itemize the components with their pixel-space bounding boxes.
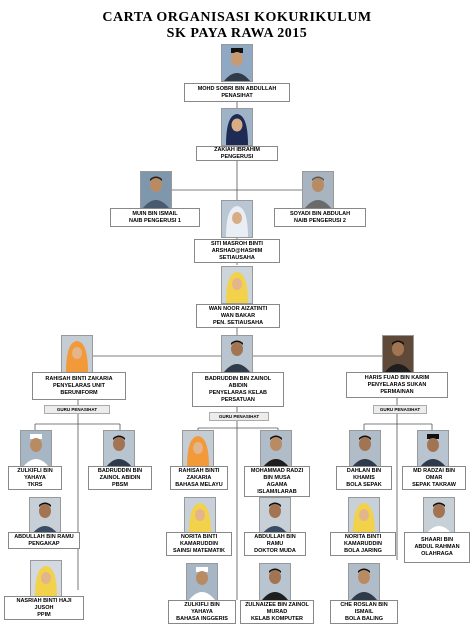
- chart-title-line1: CARTA ORGANISASI KOKURIKULUM: [102, 10, 372, 25]
- agama-l3: AGAMA: [266, 481, 288, 488]
- kelab-persatuan-l1: BADRUDDIN BIN ZAINOL: [204, 375, 272, 382]
- tkrs-l3: TKRS: [27, 481, 43, 488]
- sukan-permainan-l3: PERMAINAN: [380, 388, 414, 395]
- bola-jaring-l3: BOLA JARING: [344, 547, 382, 554]
- naib2-role: NAIB PENGERUSI 2: [294, 217, 346, 224]
- kelab-komputer-box: [240, 600, 314, 624]
- setiausaha-name1: SITI MASROH BINTI: [211, 240, 263, 247]
- sains-l2: KAMARUDDIN: [180, 540, 218, 547]
- doktor-muda-l3: DOKTOR MUDA: [254, 547, 296, 554]
- kelab-persatuan-l3: PENYELARAS KELAB: [208, 389, 268, 396]
- bahasa-inggeris-l1: ZULKIFLI BIN: [184, 601, 220, 608]
- penasihat-role: PENASIHAT: [221, 92, 253, 99]
- ppim-photo: [30, 560, 62, 598]
- setiausaha-name2: ARSHAD@HASHIM: [211, 247, 263, 254]
- pen-setiausaha-role: PEN. SETIAUSAHA: [212, 319, 264, 326]
- bahasa-inggeris-photo: [186, 563, 218, 601]
- doktor-muda-l2: RAMU: [266, 540, 284, 547]
- bahasa-inggeris-box: [168, 600, 236, 624]
- sukan-permainan-photo: [382, 335, 414, 373]
- unit-beruniform-box: [32, 372, 126, 400]
- doktor-muda-l1: ABDULLAH BIN: [254, 533, 296, 540]
- pen-setiausaha-photo: [221, 266, 253, 304]
- pengerusi-role: PENGERUSI: [220, 153, 254, 160]
- bola-sepak-l1: DAHLAN BIN: [346, 467, 382, 474]
- kelab-persatuan-photo: [221, 335, 253, 373]
- pengakap-l2: PENGAKAP: [28, 540, 60, 547]
- olahraga-photo: [423, 497, 455, 535]
- sukan-permainan-l2: PENYELARAS SUKAN: [367, 381, 427, 388]
- pbsm-box: [88, 466, 152, 490]
- bola-sepak-l2: KHAMIS: [353, 474, 375, 481]
- kelab-komputer-l3: KELAB KOMPUTER: [251, 615, 303, 622]
- kelab-persatuan-box: [192, 372, 284, 407]
- olahraga-l1: SHAARI BIN: [420, 537, 454, 543]
- bola-baling-photo: [348, 563, 380, 601]
- setiausaha-role: SETIAUSAHA: [219, 254, 255, 261]
- doktor-muda-box: [244, 532, 306, 556]
- naib2-photo: [302, 171, 334, 209]
- bola-baling-l1: CHE ROSLAN BIN: [340, 601, 388, 608]
- pengerusi-box: [196, 146, 278, 161]
- sepak-takraw-l2: OMAR: [425, 474, 443, 481]
- ppim-l2: JUSOH: [34, 604, 54, 611]
- penasihat-box: [184, 83, 290, 102]
- unit-beruniform-l1: RAHISAH BINTI ZAKARIA: [45, 375, 113, 382]
- bahasa-melayu-l3: BAHASA MELAYU: [175, 481, 223, 488]
- olahraga-l2: ABDUL RAHMAN: [414, 544, 460, 550]
- sains-l1: NORITA BINTI: [180, 533, 218, 540]
- setiausaha-box: [194, 239, 280, 263]
- kelab-komputer-l2: MURAD: [266, 608, 288, 615]
- bahasa-melayu-l2: ZAKARIA: [186, 474, 212, 481]
- guru-penasihat-tag-right: GURU PENASIHAT: [373, 405, 427, 414]
- agama-l1: MOHAMMAD RADZI: [250, 467, 304, 474]
- naib2-box: [274, 208, 366, 227]
- bola-baling-l3: BOLA BALING: [345, 615, 383, 622]
- tkrs-l2: YAHAYA: [24, 474, 46, 481]
- agama-l2: BIN MUSA: [263, 474, 291, 481]
- penasihat-name: MOHD SOBRI BIN ABDULLAH: [197, 85, 277, 92]
- pen-setiausaha-name1: WAN NOOR AIZATINTI: [208, 305, 268, 312]
- ppim-l1: NASRIAH BINTI HAJI: [16, 597, 72, 604]
- bahasa-melayu-l1: RAHISAH BINTI: [178, 467, 220, 474]
- bola-baling-box: [330, 600, 398, 624]
- bahasa-melayu-box: [170, 466, 228, 490]
- naib1-box: [110, 208, 200, 227]
- pen-setiausaha-name2: WAN BAKAR: [220, 312, 256, 319]
- guru-penasihat-tag-center: GURU PENASIHAT: [209, 412, 269, 421]
- olahraga-l3: OLAHRAGA: [421, 551, 453, 557]
- ppim-l3: PPIM: [37, 611, 51, 618]
- naib2-name: SOYADI BIN ABDULAH: [289, 210, 351, 217]
- pbsm-l3: PBSM: [112, 481, 128, 488]
- setiausaha-photo: [221, 200, 253, 238]
- sepak-takraw-photo: [417, 430, 449, 468]
- bola-jaring-l1: NORITA BINTI: [344, 533, 382, 540]
- bola-sepak-box: [336, 466, 392, 490]
- kelab-komputer-l1: ZULNAIZEE BIN ZAINOL: [245, 601, 309, 608]
- pengakap-box: [8, 532, 80, 549]
- pbsm-l1: BADRUDDIN BIN: [97, 467, 143, 474]
- bola-jaring-box: [330, 532, 396, 556]
- sains-box: [166, 532, 232, 556]
- naib1-photo: [140, 171, 172, 209]
- pen-setiausaha-box: [196, 304, 280, 328]
- sukan-permainan-box: [346, 372, 448, 398]
- bola-baling-l2: ISMAIL: [354, 608, 374, 615]
- ppim-box: [4, 596, 84, 620]
- doktor-muda-photo: [259, 497, 291, 535]
- pengerusi-photo: [221, 108, 253, 146]
- sepak-takraw-l3: SEPAK TAKRAW: [412, 481, 456, 488]
- tkrs-box: [8, 466, 62, 490]
- naib1-role: NAIB PENGERUSI 1: [129, 217, 181, 224]
- kelab-persatuan-l2: ABIDIN: [228, 382, 248, 389]
- sukan-permainan-l1: HARIS FUAD BIN KARIM: [364, 374, 430, 381]
- tkrs-photo: [20, 430, 52, 468]
- bahasa-inggeris-l2: YAHAYA: [191, 608, 213, 615]
- unit-beruniform-l3: BERUNIFORM: [60, 389, 98, 396]
- pengakap-photo: [29, 497, 61, 535]
- bola-sepak-l3: BOLA SEPAK: [346, 481, 382, 488]
- bahasa-inggeris-l3: BAHASA INGGERIS: [176, 615, 228, 622]
- pengakap-l1: ABDULLAH BIN RAMU: [14, 533, 74, 540]
- unit-beruniform-photo: [61, 335, 93, 373]
- olahraga-box: [404, 532, 470, 563]
- bola-jaring-photo: [348, 497, 380, 535]
- tkrs-l1: ZULKIFLI BIN: [17, 467, 53, 474]
- guru-penasihat-tag-left: GURU PENASIHAT: [44, 405, 110, 414]
- penasihat-photo: [221, 44, 253, 82]
- naib1-name: MUIN BIN ISMAIL: [132, 210, 178, 217]
- agama-l4: ISLAM/ILARAB: [257, 488, 297, 495]
- sepak-takraw-box: [402, 466, 466, 490]
- bola-jaring-l2: KAMARUDDIN: [344, 540, 382, 547]
- sains-photo: [184, 497, 216, 535]
- agama-photo: [260, 430, 292, 468]
- pbsm-photo: [103, 430, 135, 468]
- pengerusi-name: ZAKIAH IBRAHIM: [214, 146, 260, 153]
- bahasa-melayu-photo: [182, 430, 214, 468]
- unit-beruniform-l2: PENYELARAS UNIT: [53, 382, 105, 389]
- bola-sepak-photo: [349, 430, 381, 468]
- sains-l3: SAINS/ MATEMATIK: [172, 547, 226, 554]
- agama-box: [244, 466, 310, 497]
- kelab-persatuan-l4: PERSATUAN: [221, 396, 255, 403]
- kelab-komputer-photo: [259, 563, 291, 601]
- chart-title-line2: SK PAYA RAWA 2015: [166, 26, 308, 41]
- sepak-takraw-l1: MD RADZAI BIN: [413, 467, 455, 474]
- pbsm-l2: ZAINOL ABIDIN: [99, 474, 141, 481]
